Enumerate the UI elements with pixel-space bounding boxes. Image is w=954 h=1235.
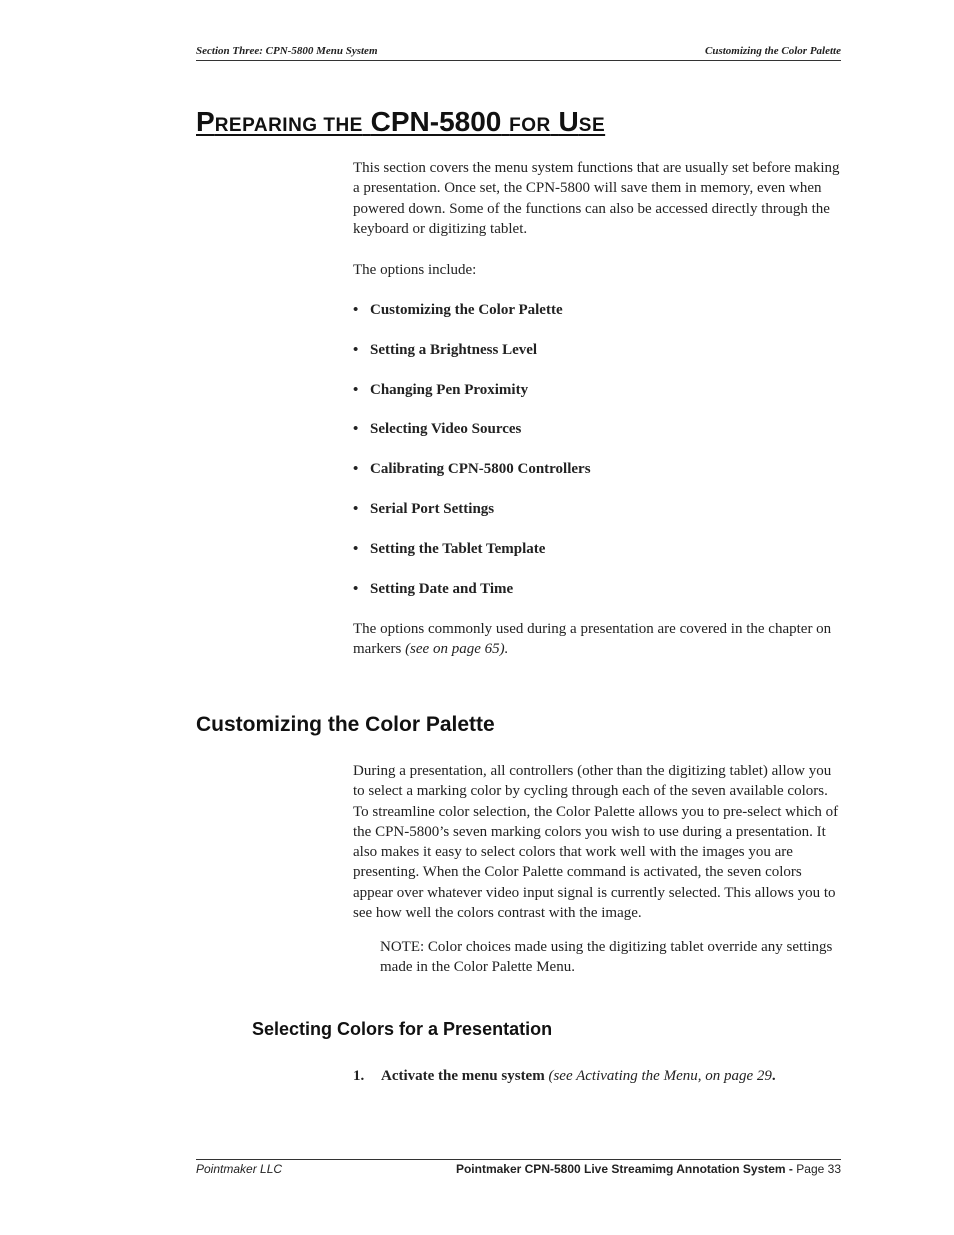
list-item [353,380,591,420]
list-item [353,419,591,459]
bullet-icon: • [353,302,359,318]
bullet-icon: • [353,540,359,557]
note-paragraph: NOTE: Color choices made using the digitizing tablet override any settings made in the Color Palette Menu. [380,939,833,976]
title-smallcaps-1: REPARING THE [214,115,363,136]
step-end: . [771,1068,776,1084]
running-header [196,44,841,61]
options-list [353,300,591,618]
list-item-label: Changing Pen Proximity [370,381,529,398]
title-cap-p: P [196,106,215,137]
page-reference: (see on page 65). [405,641,509,658]
list-item-label: Serial Port Settings [370,500,495,517]
subsection-heading: Selecting Colors for a Presentation [252,1019,553,1039]
title-smallcaps-2: FOR [509,115,551,136]
step-number: 1. [353,1068,365,1084]
list-item [353,539,591,579]
list-item-label: Setting the Tablet Template [370,540,546,557]
footer-product [456,1162,841,1176]
section-paragraph: During a presentation, all controllers (other than the digitizing tablet) allow you to select a marking color by cycling through each of the seven available colors. To streamline color selection, the Color Palette allows you to pre-select which of the CPN-5800’s seven marking colors you wish to use during a presentation. It also makes it easy to select colors that work well with the images you are presenting. When the Color Palette command is activated, the seven colors appear over whatever video input signal is currently selected. This allows you to see how well the colors contrast with the image. [353,763,839,922]
bullet-icon: • [353,421,359,438]
bullet-icon: • [353,461,359,478]
list-item-label: Calibrating CPN-5800 Controllers [370,461,591,478]
options-closing-paragraph [353,619,845,660]
running-footer [196,1159,841,1180]
list-item-label: Setting Date and Time [370,580,514,597]
list-item [353,499,591,539]
step-action: Activate the menu system [381,1068,545,1084]
list-item [353,300,591,340]
bullet-icon: • [353,341,359,358]
title-smallcaps-3: SE [578,115,606,136]
footer-company: Pointmaker LLC [196,1162,283,1176]
bullet-icon: • [353,381,359,398]
footer-page-number: Page 33 [796,1162,841,1176]
step-item [353,1068,776,1085]
page-title [196,106,605,138]
intro-paragraph: This section covers the menu system functions that are usually set before making a presentation. Once set, the CPN-5800 will save them in memory, even when powered down. Some of the functions can also be accessed directly through the keyboard or digitizing tablet. [353,160,840,237]
section-heading: Customizing the Color Palette [196,713,495,736]
bullet-icon: • [353,580,359,597]
list-item [353,340,591,380]
header-topic-label: Customizing the Color Palette [705,45,841,57]
header-section-label: Section Three: CPN-5800 Menu System [196,45,378,57]
options-lead: The options include: [353,262,477,278]
closing-text: The options commonly used during a presentation are covered in the chapter on markers [353,621,832,658]
step-reference: (see Activating the Menu, on page 29 [548,1068,772,1084]
title-model: CPN-5800 [370,106,502,137]
list-item-label: Selecting Video Sources [370,421,522,438]
title-cap-u: U [558,106,579,137]
list-item [353,579,591,619]
list-item-label: Setting a Brightness Level [370,341,538,358]
bullet-icon: • [353,500,359,517]
footer-product-name: Pointmaker CPN-5800 Live Streamimg Annotation System - [455,1162,793,1176]
list-item-label: Customizing the Color Palette [370,302,563,318]
list-item [353,459,591,499]
